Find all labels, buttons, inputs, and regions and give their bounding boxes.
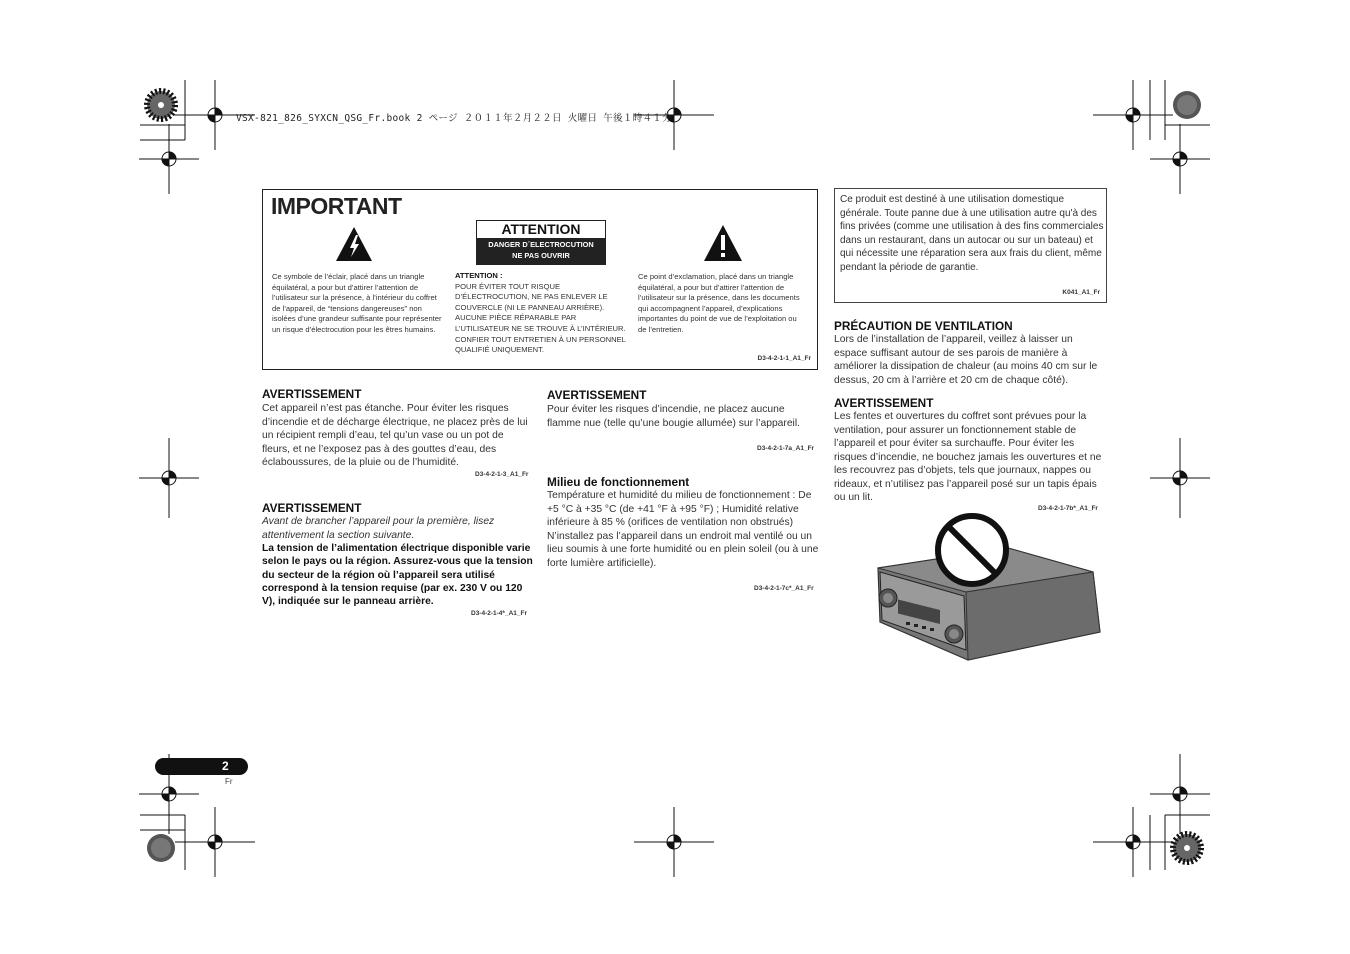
lightning-explanation: Ce symbole de l’éclair, placé dans un triangle équilatéral, a pour but d’attirer l’attention de l’utilisateur sur la présence, à l’intérieur du coffret de l’appareil, de “tensions dangereuses” non isolées d’une grandeur suffisante pour représenter un risque d’électrocution pour les êtres humains. — [272, 272, 442, 334]
col1-code-1: D3-4-2-1-3_A1_Fr — [475, 471, 529, 478]
exclamation-explanation: Ce point d’exclamation, placé dans un triangle équilatéral, a pour but d’attirer l’attention de l’utilisateur sur la présence, dans les documents qui accompagnent l’appareil, d’explications importantes du point de vue de l’exploitation ou de l’entretien. — [638, 272, 800, 334]
operating-environment-text-2: N’installez pas l’appareil dans un endroit mal ventilé ou un lieu soumis à une forte humidité ou en plein soleil (ou à une forte lumière artificielle). — [547, 530, 819, 569]
ventilation-heading: PRÉCAUTION DE VENTILATION — [834, 319, 1013, 333]
col3-warning-text: Les fentes et ouvertures du coffret sont prévues pour la ventilation, pour assurer un fonctionnement stable de l’appareil et pour éviter sa surchauffe. Pour éviter les risques d’incendie, ne bouchez jamais les ouvertures et ne les recouvrez pas d’objets, tels que journaux, nappes ou rideaux, et n’utilisez pas l’appareil posé sur un tapis épais ou un lit. — [834, 411, 1102, 503]
attention-explanation — [455, 271, 627, 356]
col1-warning-text-1: Cet appareil n’est pas étanche. Pour éviter les risques d’incendie et de décharge électrique, ne placez près de lui un récipient rempli d’eau, tel qu’un vase ou un pot de fleurs, et ne l’exposez pas à des gouttes d’eau, des éclaboussures, de la pluie ou de l’humidité. — [262, 403, 528, 468]
attention-label-title: ATTENTION — [477, 221, 605, 238]
domestic-use-notice — [834, 188, 1107, 303]
col2-code-2: D3-4-2-1-7c*_A1_Fr — [754, 585, 814, 592]
important-code: D3-4-2-1-1_A1_Fr — [757, 355, 811, 362]
operating-environment-text — [547, 489, 820, 570]
attention-label — [476, 220, 606, 265]
attention-sub-line-1: DANGER D´ELECTROCUTION — [488, 240, 594, 249]
ventilation-text: Lors de l’installation de l’appareil, veillez à laisser un espace suffisant autour de ses parois de manière à améliorer la dissipation de chaleur (au moins 40 cm sur le dessus, 20 cm à l’arrière et 20 cm de chaque côté). — [834, 334, 1098, 386]
attention-heading: ATTENTION : — [455, 271, 503, 280]
notice-code: K041_A1_Fr — [1062, 289, 1100, 296]
notice-text: Ce produit est destiné à une utilisation domestique générale. Toute panne due à une utilisation autre qu'à des fins privées (comme une utilisation à des fins commerciales dans un restaurant, dans un autocar ou sur un bateau) et qui nécessite une réparation sera aux frais du client, même pendant la période de garantie. — [840, 194, 1104, 273]
attention-sub-line-2: NE PAS OUVRIR — [512, 250, 570, 260]
important-title: IMPORTANT — [271, 193, 402, 219]
col3-code: D3-4-2-1-7b*_A1_Fr — [1038, 505, 1098, 512]
lightning-warning-icon — [335, 226, 373, 262]
covered-receiver-illustration — [868, 510, 1108, 670]
col1-warning-heading-1: AVERTISSEMENT — [262, 387, 362, 401]
page-language: Fr — [225, 777, 233, 786]
col3-warning-heading: AVERTISSEMENT — [834, 396, 934, 410]
col2-warning-text: Pour éviter les risques d’incendie, ne placez aucune flamme nue (telle qu’une bougie allumée) sur l’appareil. — [547, 404, 800, 429]
file-header-line: VSX-821_826_SYXCN_QSG_Fr.book 2 ページ ２０１１年２月２２日 火曜日 午後１時４１分 — [236, 113, 672, 124]
important-box — [262, 189, 818, 370]
col2-code-1: D3-4-2-1-7a_A1_Fr — [757, 445, 815, 452]
exclamation-warning-icon — [703, 224, 743, 262]
attention-text: POUR ÉVITER TOUT RISQUE D’ÉLECTROCUTION, NE PAS ENLEVER LE COUVERCLE (NI LE PANNEAU ARRIÈRE). AUCUNE PIÈCE RÉPARABLE PAR L’UTILISATEUR NE SE TROUVE À L’INTÉRIEUR. CONFIER TOUT ENTRETIEN À UN PERSONNEL QUALIFIÉ UNIQUEMENT. — [455, 281, 626, 355]
operating-environment-text-1: Température et humidité du milieu de fonctionnement : De +5 °C à +35 °C (de +41 °F à +95 °F) ; Humidité relative inférieure à 85 % (orifices de ventilation non obstrués) — [547, 490, 812, 528]
col1-warning-italic: Avant de brancher l’appareil pour la première, lisez attentivement la section suivante. — [262, 516, 495, 541]
page-number-pill — [155, 758, 248, 775]
operating-environment-heading: Milieu de fonctionnement — [547, 475, 690, 489]
col2-warning-heading: AVERTISSEMENT — [547, 388, 647, 402]
col1-warning-bold: La tension de l’alimentation électrique disponible varie selon le pays ou la région. Assurez-vous que la tension du secteur de la région où l’appareil sera utilisé correspond à la tension requise (par ex. 230 V ou 120 V), indiquée sur le panneau arrière. — [262, 543, 533, 608]
col1-code-2: D3-4-2-1-4*_A1_Fr — [471, 610, 527, 617]
page-number: 2 — [222, 759, 229, 773]
prohibited-icon — [938, 516, 1006, 584]
col1-warning-heading-2: AVERTISSEMENT — [262, 501, 362, 515]
